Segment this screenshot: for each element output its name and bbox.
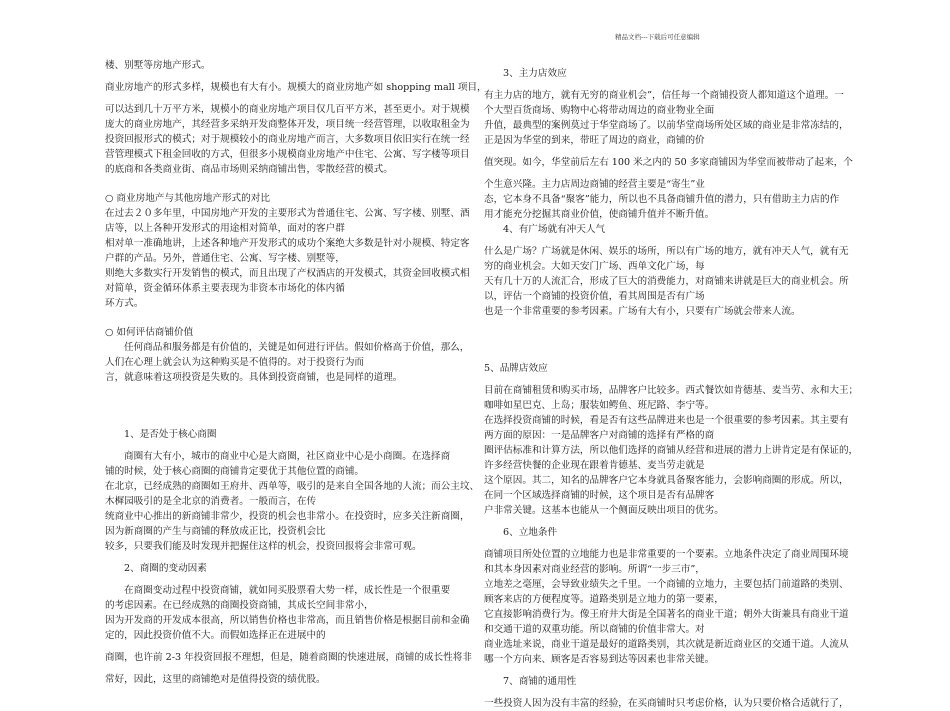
paragraph-line: 相对单一准确地讲，上述各种地产开发形式的成功个案绝大多数是针对小规模、特定客 [105,238,470,249]
paragraph-line: 在北京，已经成熟的商圈如王府井、西单等，吸引的是来自全国各地的人流；而公主坟、 [105,481,480,492]
paragraph-line: 商业选址来说，商业干道是最好的道路类别，其次就是新近商业区的交通干道。人流从 [484,639,849,650]
paragraph-line: 任何商品和服务都是有价值的，关键是如何进行评估。假如价格高于价值，那么， [124,342,470,353]
paragraph-line: 顾客来店的方便程度等。道路类别是立地力的第一要素， [484,594,724,605]
paragraph-line: 咖啡如星巴克、上岛；服装如鳄鱼、班尼路、李宁等。 [484,400,715,411]
paragraph-line: 用才能充分挖掘其商业价值，使商铺升值并不断升值。 [484,209,715,220]
paragraph-line: 则绝大多数实行开发销售的模式，而且出现了产权酒店的开发模式，其资金回收模式相 [105,268,470,279]
paragraph-line: 圈评估标准和计算方法，所以他们选择的商铺从经营和进展的潜力上讲肯定是有保证的， [484,445,859,456]
paragraph-line: 因为开发商的开发成本很高，所以销售价格也非常高，而且销售价格是根据目前和金确 [105,615,470,626]
paragraph-line: 较多，只要我们能及时发现并把握住这样的机会，投资回报将会非常可观。 [105,541,422,552]
subsection-heading: 2、商圈的变动因素 [124,563,207,574]
paragraph-line: 许多经营快餐的企业现在跟着肯德基、麦当劳走就是 [484,460,705,471]
paragraph-line: 哪一个方向来、顾客是否容易到达等因素也非常关键。 [484,654,715,665]
section-heading: ○ 商业房地产与其他房地产形式的对比 [105,193,270,204]
subsection-heading: 4、有广场就有冲天人气 [503,224,606,235]
paragraph-line: 因为新商圈的产生与商铺的释放成正比，投资机会比 [105,526,326,537]
paragraph-line: 也是一个非常重要的参考因素。广场有大有小，只要有广场就会带来人流。 [484,306,801,317]
paragraph-line: 和其本身因素对商业经营的影响。所谓“一步三市”， [484,564,705,575]
paragraph-line: 升值，最典型的案例莫过于华堂商场了。以前华堂商场所处区域的商业是非常冻结的， [484,120,849,131]
paragraph-line: 投资回报形式的模式；对于规模较小的商业房地产而言，大多数项目依旧实行在统一经 [105,134,470,145]
paragraph-line: 店等，以上各种开发形式的用途相对简单，面对的客户群 [105,223,345,234]
subsection-heading: 6、立地条件 [503,527,558,538]
paragraph-line: 有主力店的地方，就有无穷的商业机会”，信任每一个商铺投资人都知道这个道理。一 [484,90,844,101]
paragraph-line: 在过去２０多年里，中国房地产开发的主要形式为普通住宅、公寓、写字楼、别墅、酒 [105,208,470,219]
paragraph-line: 对简单，资金循环体系主要表现为非资本市场化的体内循 [105,283,345,294]
paragraph-line: 定的，因此投资价值不大。而假如选择正在进展中的 [105,630,326,641]
subsection-heading: 5、品牌店效应 [484,363,548,374]
paragraph-line: 在选择投资商铺的时候，看是否有这些品牌进来也是一个很重要的参考因素。其主要有 [484,415,849,426]
right-column [484,66,864,711]
paragraph-line: 庞大的商业房地产，其经营多采纳开发商整体开发，项目统一经营管理，以收取租金为 [105,119,470,130]
paragraph-line: 个生意兴隆。主力店周边商铺的经营主要是“寄生”业 [484,179,705,190]
paragraph-line: 商铺项目所处位置的立地能力也是非常重要的一个要素。立地条件决定了商业周围环境 [484,549,849,560]
paragraph-line: 一些投资人因为没有丰富的经验，在买商铺时只考虑价格，认为只要价格合适就行了， [484,698,849,709]
subsection-heading: 3、主力店效应 [503,68,567,79]
paragraph-line: 环方式。 [105,298,144,309]
paragraph-line: 正是因为华堂的到来，带旺了周边的商业，商铺的价 [484,135,705,146]
paragraph-line: 营管理模式下租金回收的方式，但很多小规模商业房地产中住宅、公寓、写字楼等项目 [105,149,470,160]
paragraph-line: 可以达到几十万平方米，规模小的商业房地产项目仅几百平方米，甚至更小。对于规模 [105,104,470,115]
paragraph-line: 人们在心理上就会认为这种购买是不值得的。对于投资行为而 [105,357,365,368]
paragraph-line: 楼、别墅等房地产形式。 [105,60,211,71]
paragraph-line: 以，评估一个商铺的投资价值，看其周围是否有广场 [484,291,705,302]
paragraph-line: 言，就意味着这项投资是失败的。具体到投资商铺，也是同样的道理。 [105,372,403,383]
paragraph-line: 常好，因此，这里的商铺绝对是值得投资的绩优股。 [105,674,326,685]
paragraph-line: 目前在商铺租赁和购买市场，品牌客户比较多。西式餐饮如肯德基、麦当劳、永和大王； [484,385,859,396]
paragraph-line: 穷的商业机会。大如天安门广场、西单文化广场，每 [484,261,705,272]
subsection-heading: 7、商铺的通用性 [503,676,577,687]
paragraph-line: 商圈有大有小，城市的商业中心是大商圈，社区商业中心是小商圈。在选择商 [124,451,451,462]
paragraph-line: 木樨园吸引的是全北京的消费者。一般而言，在传 [105,496,317,507]
paragraph-line: 和交通干道的双重功能。所以商铺的价值非常大。对 [484,624,705,635]
paragraph-line: 铺的时候，处于核心商圈的商铺肯定要优于其他位置的商铺。 [105,466,365,477]
paragraph-line: 商圈，也许前 2-3 年投资回报不理想，但是，随着商圈的快速进展，商铺的成长性将非 [105,652,472,663]
left-column [105,58,487,687]
paragraph-line: 个大型百货商场、购物中心将带动周边的商业物业全面 [484,105,715,116]
subsection-heading: 1、是否处于核心商圈 [124,429,217,440]
page-header: 精品文档---下载后可任意编辑 [615,33,700,41]
paragraph-line: 户群的产品。另外，普通住宅、公寓、写字楼、别墅等， [105,253,345,264]
paragraph-line: 这个原因。其二，知名的品牌客户它本身就具备聚客能力，会影响商圈的形成。所以， [484,475,849,486]
paragraph-line: 商业房地产的形式多样，规模也有大有小。规模大的商业房地产如 shopping mall 项目， [105,82,487,93]
paragraph-line: 它直接影响消费行为。像王府井大街是全国著名的商业干道；朝外大街兼具有商业干道 [484,609,849,620]
paragraph-line: 两方面的原因：一是品牌客户对商铺的选择有严格的商 [484,430,715,441]
paragraph-line: 户非常关键。这基本也能从一个侧面反映出项目的优劣。 [484,505,724,516]
paragraph-line: 值突现。如今，华堂前后左右 100 米之内的 50 多家商铺因为华堂而被带动了起来，个 [484,157,853,168]
paragraph-line: 天有几十万的人流汇合，形成了巨大的消费能力，对商铺来讲就是巨大的商业机会。所 [484,276,849,287]
paragraph-line: 态，它本身不具备“聚客”能力，所以也不具备商铺升值的潜力，只有借助主力店的作 [484,194,840,205]
paragraph-line: 统商业中心推出的新商铺非常少，投资的机会也非常小。在投资时，应多关注新商圈， [105,511,470,522]
paragraph-line: 的底商和各类商业街、商品市场则采纳商铺出售，零散经营的模式。 [105,164,393,175]
paragraph-line: 在商圈变动过程中投资商铺，就如同买股票看大势一样，成长性是一个很重要 [124,585,451,596]
section-heading: ○ 如何评估商铺价值 [105,327,194,338]
paragraph-line: 立地差之毫厘，会导致业绩失之千里。一个商铺的立地力，主要包括门前道路的类别、 [484,579,849,590]
paragraph-line: 什么是广场？广场就是休闲、娱乐的场所，所以有广场的地方，就有冲天人气，就有无 [484,246,849,257]
paragraph-line: 在同一个区域选择商铺的时候，这个项目是否有品牌客 [484,490,715,501]
paragraph-line: 的考虑因素。在已经成熟的商圈投资商铺，其成长空间非常小， [105,600,374,611]
